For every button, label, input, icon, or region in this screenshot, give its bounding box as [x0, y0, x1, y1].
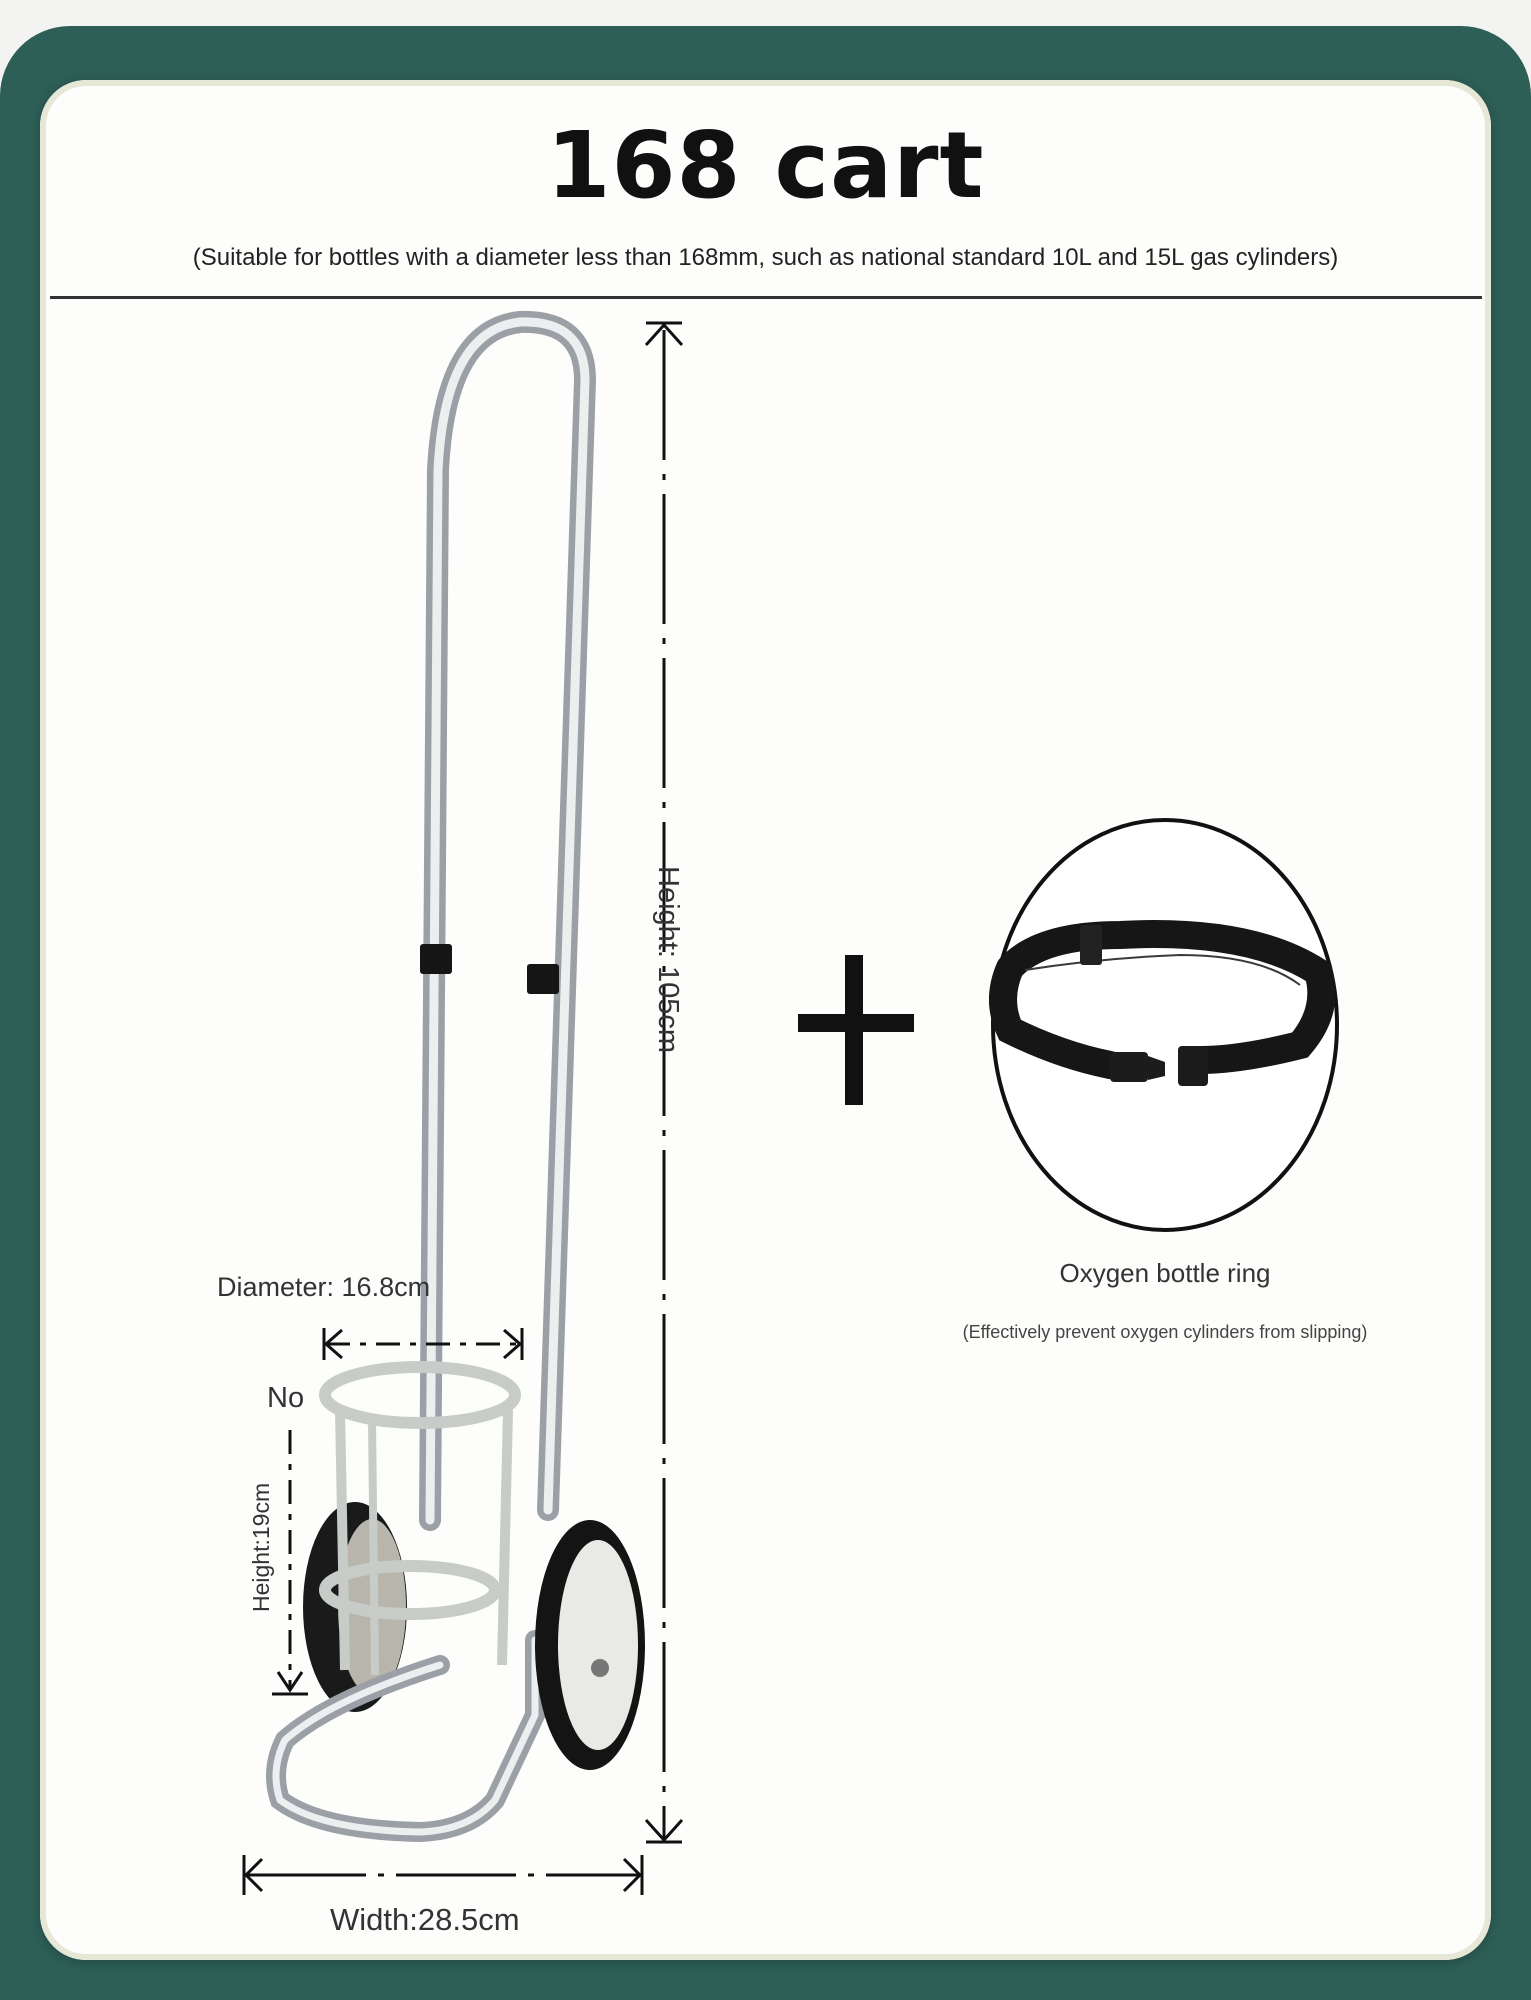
no-label: No: [267, 1382, 305, 1414]
collar-left: [420, 944, 452, 974]
width-label: Width:28.5cm: [330, 1902, 520, 1937]
height-total-label: Height: 105cm: [652, 866, 684, 1053]
diameter-label: Diameter: 16.8cm: [217, 1272, 431, 1302]
strap-slider: [1080, 925, 1102, 965]
accessory-note: (Effectively prevent oxygen cylinders from slipping): [962, 1322, 1368, 1342]
buckle-female: [1178, 1046, 1208, 1086]
cart-handle: [430, 322, 585, 1520]
page-subtitle: (Suitable for bottles with a diameter less than 168mm, such as national standard 10L and 15L gas cylinders): [192, 244, 1339, 271]
accessory-name: Oxygen bottle ring: [1059, 1258, 1271, 1288]
collar-right: [527, 964, 559, 994]
page-title: 168 cart: [546, 112, 985, 219]
buckle-male: [1110, 1052, 1148, 1082]
ring-circle: [993, 820, 1337, 1230]
ring-height-label: Height:19cm: [248, 1482, 274, 1612]
plus-icon-vertical: [845, 955, 863, 1105]
